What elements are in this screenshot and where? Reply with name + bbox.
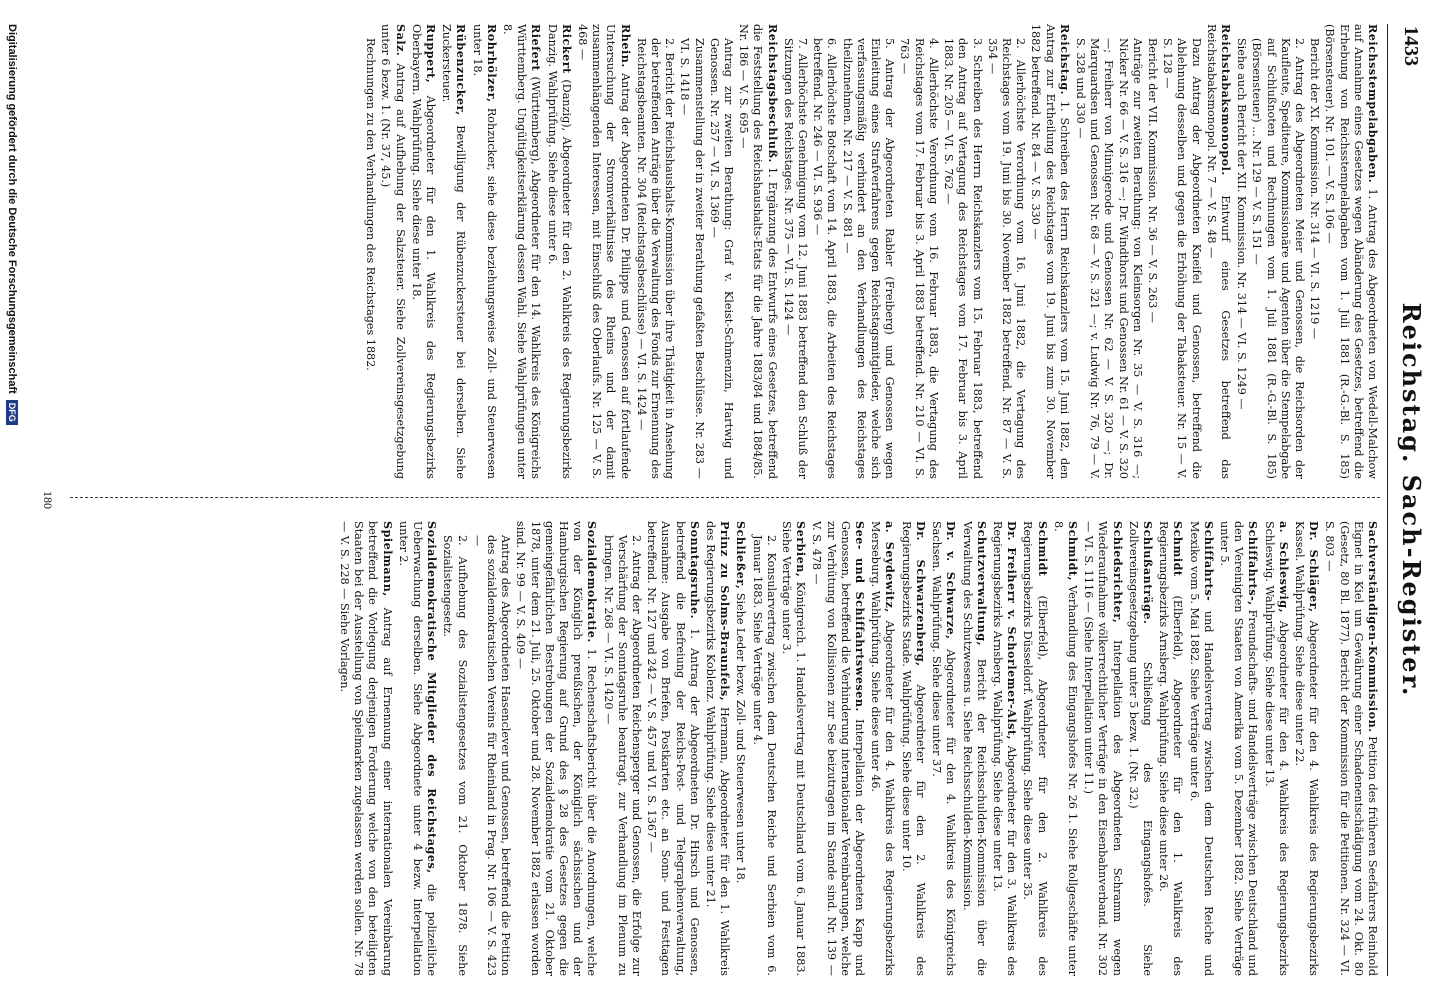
entry-heading: Riefert: [529, 24, 544, 72]
entry-heading: Sachverständigen-Kommission.: [1366, 521, 1380, 733]
entry-heading: Dr. Schläger,: [1307, 521, 1322, 613]
index-entry: [1322, 24, 1380, 479]
entry-heading: Sozialdemokratische Mitglieder des Reichstages,: [425, 521, 440, 874]
entry-heading: Schmidt,: [1065, 521, 1080, 581]
index-entry: [544, 24, 573, 479]
entry-text: 2. Aufhebung des Sozialistengesetzes vom 21. Oktober 1878. Siehe Sozialistengesetz.: [441, 535, 469, 976]
entry-text: 3. Schreiben des Herrn Reichskanzlers vom 15. Februar 1883, betreffend den Antrag auf Vertagung des Reichstages vom 17. Februar bis 3. April 1883. Nr. 205 — VI. S. 762 —: [942, 38, 984, 479]
entry-text: (Württemberg), Abgeordneter für den 14. Wahlkreis des Königreichs Württemberg. Ungültigkeitserklärung dessen Wahl. Siehe Wahlprüfungen unter 8.: [501, 24, 543, 479]
index-entry: [409, 24, 438, 479]
entry-heading: Schiffahrts-: [1201, 521, 1216, 602]
index-entry: [363, 24, 377, 479]
entry-text: Freundschafts- und Handelsverträge zwischen Deutschland und den Vereinigten Staaten von Amerika vom 5. Dezember 1882. Siehe Verträge unter 5.: [1217, 521, 1260, 976]
entry-text: Antrag zur zweiten Berathung: Graf v. Kleist-Schmenzin, Hartwig und Genossen. Nr. 257 — VI. S. 1369 —: [707, 38, 736, 479]
column-divider: [70, 497, 1380, 498]
entry-heading: Dr. Freiherr v. Schorlemer-Alst,: [1005, 521, 1020, 741]
index-entry: [378, 24, 407, 479]
index-entry: [703, 521, 732, 976]
entry-text: 1. Antrag der Abgeordneten Dr. Hirsch und Genossen, betreffend die Befreiung der Reichs-Post- und Telegraphenverwaltung, Ausnahme: Ausgabe von Briefen, Postkarten etc. an Sonn- und Festtagen betreffend. Nr. 127 und 242 — V. S. 457 und VI. S. 1367 —: [645, 521, 701, 976]
index-entry: [1145, 24, 1159, 479]
index-entry: [1028, 24, 1072, 479]
entry-heading: a. Seydewitz,: [883, 521, 898, 613]
entry-text: 1. Ergänzung des Entwurfs eines Gesetzes, betreffend die Feststellung des Reichshaushalts-Etats für die Jahre 1883/84 und 1884/85. Nr. 186 — V. S. 695 —: [737, 24, 779, 479]
entry-heading: Reichstagsbeschluß.: [765, 24, 780, 163]
entry-heading: Reichsstempelabgaben.: [1366, 24, 1380, 184]
entry-text: Abgeordneter für den 2. Wahlkreis des Regierungsbezirks Stade. Wahlprüfung. Siehe diese unter 10.: [899, 521, 927, 976]
entry-text: Hermann, Abgeordneter für den 1. Wahlkreis des Regierungsbezirks Koblenz. Wahlprüfung. Siehe diese unter 21.: [704, 521, 732, 976]
index-entry: [1081, 521, 1125, 976]
page-number: 1433: [1400, 26, 1422, 66]
index-entry: [1322, 521, 1380, 976]
index-entry: [1186, 521, 1215, 976]
index-entry: [733, 521, 748, 976]
entry-text: Antrag auf Ernennung einer internationalen Vereinbarung betreffend die Vorlegung derjenigen Forderung welche von den beteiligten Staaten bei der Ausstellung von Spielmarken zugelassen werden sollen. Nr. 78 — V. S. 228 — Siehe Vorlagen.: [337, 521, 394, 976]
entry-text: 2. Antrag der Abgeordneten Reichensperger und Genossen, die Erfolge zur Verschärfung der Sonntagsruhe beantragt, zur Verhandlung im Plenum zu bringen. Nr. 268 — VI. S. 1420 —: [601, 535, 644, 976]
index-entry: [600, 521, 643, 976]
index-entry: [990, 521, 1019, 976]
header-rule: [1387, 24, 1388, 976]
index-entry: [644, 521, 702, 976]
entry-text: Königreich. 1. Handelsvertrag mit Deutschland vom 6. Januar 1883. Siehe Verträge unter 3.: [780, 521, 808, 976]
entry-text: Antrag der Abgeordneten Dr. Philipps und Genossen auf fortlaufende Untersuchung der Stromverhältnisse des Rheins und der damit zusammenhängenden Interessen, mit Einschluß des Oberlaufs. Nr. 125 — V. S. 468 —: [576, 24, 632, 479]
entry-text: Abgeordneter für den 4. Wahlkreis des Regierungsbezirks Kassel. Wahlprüfung. Siehe diese unter 22.: [1292, 521, 1321, 976]
entry-heading: Serbien,: [794, 521, 809, 578]
index-entry: [959, 521, 988, 976]
entry-text: Verhandlung des Eingangshofes Nr. 26 1. Siehe Rollgeschäfte unter 8.: [1051, 521, 1079, 976]
entry-text: 7. Allerhöchste Genehmigung vom 12. Juni 1883 betreffend den Schluß der Sitzungen des Reichstages. Nr. 375 — VI. S. 1424 —: [781, 38, 810, 479]
credit-text: Digitalisierung gefördert durch die Deutsche Forschungsgemeinschaft: [6, 24, 18, 394]
index-entry: [1051, 521, 1080, 976]
entry-heading: Schmidt: [1171, 521, 1186, 577]
index-entry: [396, 521, 440, 976]
entry-text: Abgeordneter für den 1. Wahlkreis des Regierungsbezirks Oberbayern. Wahlprüfung. Siehe diese unter 18.: [409, 24, 437, 479]
index-entry: [809, 521, 867, 976]
index-entry: [1249, 24, 1306, 479]
index-entry: [500, 24, 544, 479]
index-entry: [1204, 24, 1233, 479]
index-entry: [985, 24, 1028, 479]
entry-heading: Rickert: [559, 24, 574, 74]
index-entry: [470, 521, 513, 976]
entry-text: Bewilligung der Rübenzuckersteuer bei derselben. Siehe Zuckersteuer.: [440, 24, 468, 479]
entry-heading: Schiffahrts-,: [1246, 521, 1261, 606]
entry-text: 1. Schreiben des Herrn Reichskanzlers vom 15. Juni 1882, den Antrag zur Ertheilung des Reichstages vom 19. Juni bis zum 30. November 1882 betreffend. Nr. 84 — V. S. 330 —: [1029, 24, 1071, 479]
entry-text: Abgeordneter für den 4. Wahlkreis des Regierungsbezirks Schleswig. Wahlprüfung. Siehe diese unter 13.: [1262, 521, 1290, 976]
entry-text: Siehe Leder bezw. Zoll- und Steuerwesen unter 18.: [734, 592, 748, 884]
entry-text: (Elberfeld), Abgeordneter für den 1. Wahlkreis des Regierungsbezirks Arnsberg. Wahlprüfung. Siehe diese unter 26.: [1157, 521, 1185, 976]
index-entry: [839, 24, 896, 479]
entry-heading: Schließer,: [734, 521, 749, 590]
index-entry: [513, 521, 599, 976]
entry-text: 2. Allerhöchste Verordnung vom 16. Juni 1882, die Vertagung des Reichstages vom 19. Juni bis 30. November 1882 betreffend. Nr. 87 — V. S. 354 —: [985, 38, 1028, 479]
index-entry: [1020, 521, 1049, 976]
two-column-body: [70, 24, 1380, 976]
entry-text: (Elberfeld), Abgeordneter für den 2. Wahlkreis des Regierungsbezirks Düsseldorf. Wahlprüfung. Siehe diese unter 35.: [1021, 521, 1049, 976]
index-entry: [1292, 521, 1321, 976]
entry-text: Schließung des Eingangshofes. Siehe Zollvereinsgesetzgebung unter 5 bezw. 1. (Nr. 32.): [1126, 521, 1154, 976]
entry-text: Bericht der XI. Kommission. Nr. 314 — VI. S. 1219 —: [1308, 38, 1322, 340]
index-entry: [469, 24, 498, 479]
index-entry: [941, 24, 984, 479]
entry-text: Abgeordneter für den 3. Wahlkreis des Regierungsbezirks Arnsberg. Wahlprüfung. Siehe diese unter 13.: [990, 521, 1019, 976]
entry-heading: Rübenzucker,: [454, 24, 469, 116]
entry-text: Siehe auch Bericht der XII. Kommission. Nr. 314 — VI. S. 1249 —: [1235, 38, 1249, 410]
entry-text: (Danzig), Abgeordneter für den 2. Wahlkreis des Regierungsbezirks Danzig. Wahlprüfung. Siehe diese unter 6.: [545, 24, 573, 479]
index-entry: [575, 24, 633, 479]
index-entry: [749, 521, 777, 976]
entry-heading: Sonntagsruhe.: [687, 521, 702, 620]
entry-heading: Dr. Schwarzenberg,: [913, 521, 928, 667]
index-entry: [1217, 521, 1261, 976]
entry-text: die polizeiliche Ueberwachung derselben. Siehe Abgeordnete unter 4 bezw. Interpellation unter 2.: [396, 521, 439, 976]
entry-heading: Schmidt: [1035, 521, 1050, 577]
entry-text: 1. Rechenschaftsbericht über die Anordnungen, welche von der Königlich preußischen, der Königlich sächsischen und der Hamburgischen Regierung auf Grund des § 28 des Gesetzes gegen die gemeingefährlichen Bestrebungen der Sozialdemokratie vom 21. Oktober 1878, unter dem 21. Juli, 25. Oktober und 28. November 1882 erlassen worden sind. Nr. 99 — V. S. 409 —: [514, 521, 599, 976]
entry-heading: Schlußanträge.: [1140, 521, 1155, 625]
entry-heading: Reichstag.: [1057, 24, 1072, 96]
entry-heading: See- und Schiffahrtswesen.: [853, 521, 868, 712]
index-entry: [779, 521, 808, 976]
index-entry: [897, 24, 940, 479]
entry-text: Antrag auf Aufhebung der Salzsteuer. Siehe Zollvereinsgesetzgebung unter 6 bezw. 1. (Nr. 37, 45.): [379, 24, 407, 479]
entry-text: 2. Konsularvertrag zwischen dem Deutschen Reiche und Serbien vom 6. Januar 1883. Siehe Verträge unter 4.: [750, 535, 778, 976]
index-entry: [707, 24, 735, 479]
index-entry: [1234, 24, 1248, 479]
index-entry: [810, 24, 838, 479]
index-entry: [781, 24, 809, 479]
index-entry: [677, 24, 705, 479]
entry-heading: Reichstabaksmonopol.: [1218, 24, 1233, 176]
entry-heading: Dr. v. Schwarze,: [944, 521, 959, 640]
entry-heading: a. Schleswig,: [1276, 521, 1291, 614]
entry-text: Bericht der Reichsschulden-Kommission über die Verwaltung des Schutzwesens u. Siehe Reichsschulden-Kommission.: [960, 521, 988, 976]
entry-text: 5. Antrag der Abgeordneten Rabler (Freiberg) und Genossen wegen Einleitung eines Strafverfahrens gegen Reichstagsmitglieder, welche sich verfassungsmäßig verhindert an den Verhandlungen des Reichstages theilzunehmen. Nr. 217 — V. S. 881 —: [840, 38, 897, 479]
index-entry: [1126, 521, 1155, 976]
index-entry: [868, 521, 897, 976]
index-entry: [899, 521, 928, 976]
entry-text: und Handelsvertrag zwischen dem Deutschen Reiche und Mexiko vom 5. Mai 1882. Siehe Verträge unter 6.: [1187, 521, 1215, 976]
digitization-credit: [6, 0, 18, 1000]
entry-text: Entwurf eines Gesetzes betreffend das Reichstabaksmonopol. Nr. 7 — V. S. 48 —: [1204, 24, 1232, 479]
index-entry: [736, 24, 780, 479]
entry-text: 2. Bericht der Reichshaushalts-Kommission über ihre Thätigkeit in Ansehung der betreffenden Anträge über die Verwaltung des Fonds zur Ernennung des Reichstagsbeamten. Nr. 304 (Reichstagsbeschlüsse) — VI. S. 1424 —: [634, 38, 677, 479]
entry-text: Dazu Antrag der Abgeordneten Kneifel und Genossen, betreffend die Ablehnung desselben und gegen die Erhöhung der Tabaksteuer. Nr. 15 — V. S. 128 —: [1161, 38, 1203, 479]
index-entry: [1160, 24, 1203, 479]
index-entry: [929, 521, 958, 976]
footer-page-number: 180: [41, 491, 55, 509]
entry-heading: Sozialdemokratie.: [585, 521, 600, 643]
entry-text: Bericht der VII. Kommission. Nr. 36 — V. S. 263 —: [1145, 38, 1159, 323]
entry-heading: Salz.: [393, 24, 408, 57]
entry-heading: Rohrhölzer,: [484, 24, 499, 103]
entry-text: Anträge zur zweiten Berathung: von Kleinsorgen Nr. 35 — V. S. 316 —; Nicker Nr. 66 — V. S. 316 —; Dr. Windthorst und Genossen Nr. 61 — V. S. 320 —; Freiherr von Minnigerode und Genossen Nr. 62 — V. S. 320 —; Dr. Marquardsen und Genossen Nr. 68 — V. S. 321 —; v. Ludwig Nr. 76, 79 — V. S. 328 und 330 —: [1073, 38, 1144, 479]
index-entry: [634, 24, 677, 479]
index-entry: [1261, 521, 1290, 976]
index-entry: [440, 521, 468, 976]
right-column: [70, 521, 1380, 976]
entry-text: Abgeordneter für den 4. Wahlkreis des Regierungsbezirks Merseburg. Wahlprüfung. Siehe diese unter 46.: [869, 521, 897, 976]
entry-heading: Schutzverwaltung,: [974, 521, 989, 646]
entry-text: Rechnungen zu den Verhandlungen des Reichstages 1882.: [364, 38, 378, 371]
index-entry: [1307, 24, 1321, 479]
entry-text: 4. Allerhöchste Verordnung vom 16. Februar 1883, die Vertagung des Reichstages vom 17. Februar bis 3. April 1883 betreffend. Nr. 210 — VI. S. 763 —: [898, 38, 940, 479]
entry-heading: Schiedsrichter,: [1110, 521, 1125, 624]
entry-text: Rohzucker, siehe diese beziehungsweise Zoll- und Steuerwesen unter 18.: [470, 24, 498, 479]
entry-heading: Prinz zu Solms-Braunfels,: [718, 521, 733, 702]
index-entry: [1156, 521, 1185, 976]
dfg-logo: DFG: [6, 400, 18, 425]
entry-text: Abgeordneter für den 4. Wahlkreis des Königreichs Sachsen. Wahlprüfung. Siehe diese unter 37.: [930, 521, 958, 976]
entry-text: 1. Antrag des Abgeordneten von Wedell-Malchow auf Annahme eines Gesetzes wegen Abänderung des Gesetzes, betreffend die Erhebung von Reichsstempelabgaben vom 1. Juli 1881 (R.-G.-Bl. S. 185) (Börsensteuer). Nr. 101. — V. S. 106 —: [1323, 24, 1379, 479]
entry-text: Interpellation der Abgeordneten Kapp und Genossen, betreffend die Verhinderung internationaler Vereinbarungen, welche zur Verhütung von Kollisionen zur See beizutragen im Stande sind. Nr. 139 — V. S. 478 —: [810, 521, 867, 976]
entry-text: Interpellation des Abgeordneten Schramm wegen Wiederaufnahme völkerrechtlicher Verträge in den Eisenbahnverband. Nr. 302 — VI. S. 1116 — (Siehe Interpellation unter 11.): [1082, 521, 1124, 976]
left-column: [70, 24, 1380, 479]
entry-text: 6. Allerhöchste Botschaft vom 14. April 1883, die Arbeiten des Reichstages betreffend. Nr. 246 — VI. S. 936 —: [811, 38, 839, 479]
running-title: Reichstag. Sach-Register.: [1397, 302, 1426, 698]
entry-text: Petition des früheren Seefahrers Reinhold Eignet in Kiel um Gewährung einer Schadenentschädigung vom 24. Okt. 80 (Gesetz, 80 Bl. 1877). Bericht der Kommission für die Petitionen. Nr. 324 — VI. S. 803 —: [1323, 521, 1379, 976]
entry-text: 2. Antrag des Abgeordneten Meier und Genossen, die Reichsorden der Kaufleute, Spediteure, Kommissionäre und Agenten über die Stempelabgabe auf Schlußnoten und Rechnungen vom 1. Juli 1881 (R.-G.-Bl. S. 185) (Börsensteuer) ... Nr. 129 — V. S. 151 —: [1250, 38, 1306, 479]
index-entry: [1073, 24, 1144, 479]
entry-heading: Ruppert,: [424, 24, 438, 84]
entry-heading: Rhein.: [618, 24, 633, 68]
page-header: [1386, 0, 1432, 1000]
index-entry: [439, 24, 468, 479]
entry-text: Zusammenstellung der in zweiter Berathung gefaßten Beschlüsse. Nr. 283 — VI. S. 1418 —: [678, 38, 706, 479]
index-entry: [337, 521, 395, 976]
entry-heading: Spielmann,: [380, 521, 395, 597]
entry-text: Antrag des Abgeordneten Hasenclever und Genossen, betreffend die Petition des sozialdemokratischen Vereins für Rheinland in Prag. Nr. 106 — V. S. 423 —: [470, 535, 513, 976]
